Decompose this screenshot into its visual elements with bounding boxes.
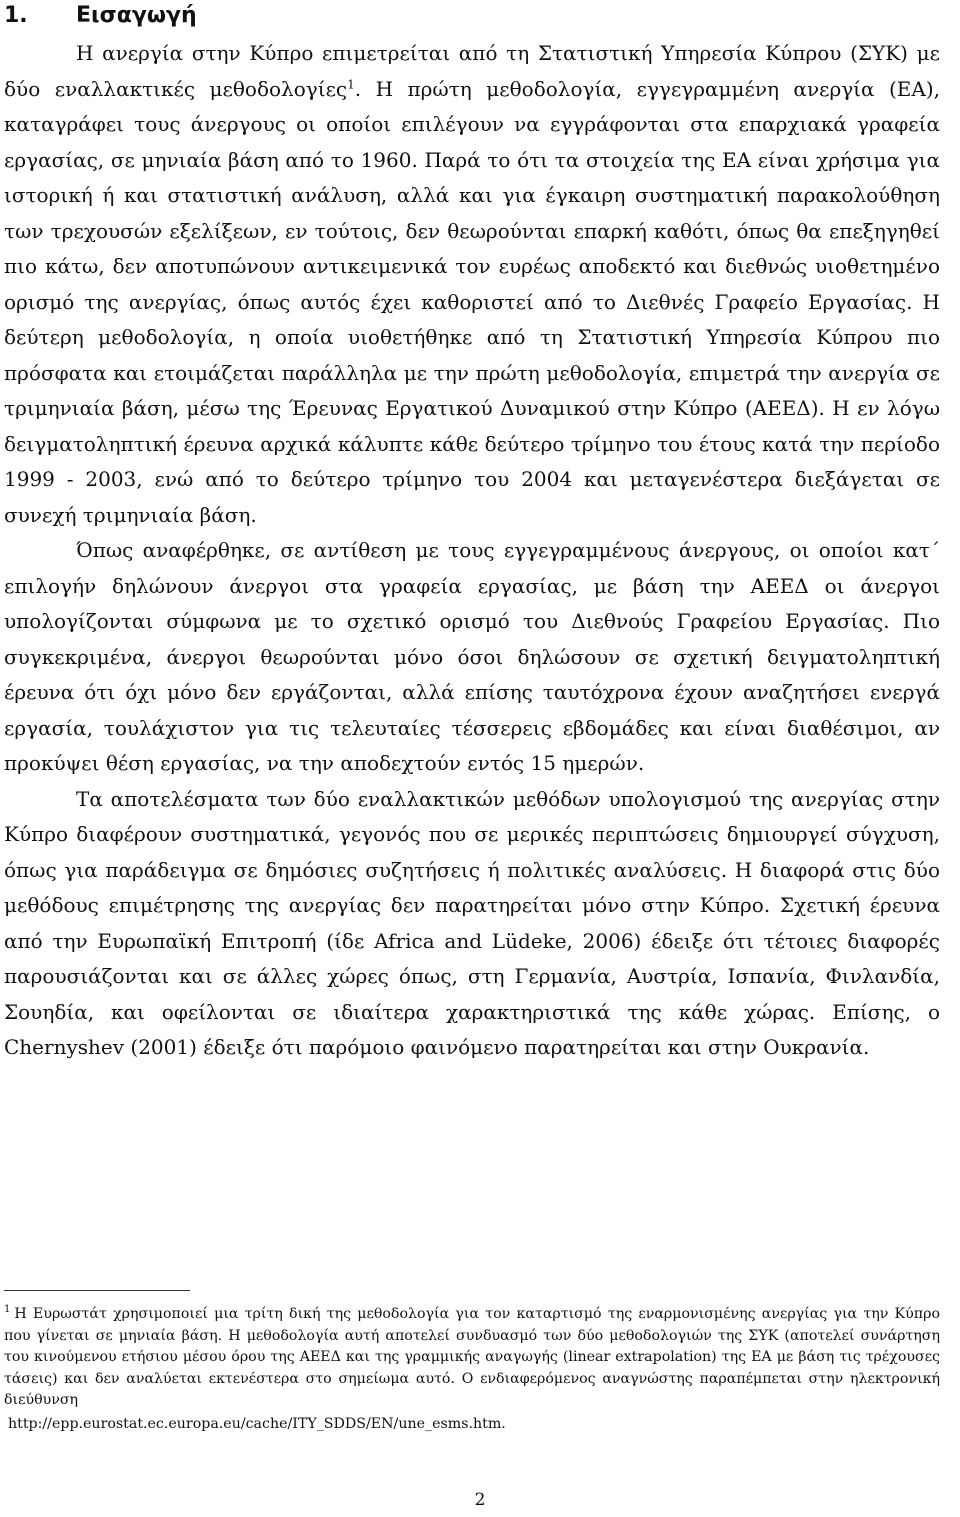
paragraph-1-text-rest: . Η πρώτη μεθοδολογία, εγγεγραμμένη ανεργία (ΕΑ), καταγράφει τους άνεργους οι οποίοι επιλέγουν να εγγράφονται στα επαρχιακά γραφεία εργασίας, σε μηνιαία βάση από το 1960. Παρά το ότι τα στοιχεία της ΕΑ είναι χρήσιμα για ιστορική ή και στατιστική ανάλυση, αλλά και για έγκαιρη συστηματική παρακολούθηση των τρεχουσών εξελίξεων, εν τούτοις, δεν θεωρούνται επαρκή καθότι, όπως θα επεξηγηθεί πιο κάτω, δεν αποτυπώνουν αντικειμενικά τον ευρέως αποδεκτό και διεθνώς υιοθετημένο ορισμό της ανεργίας, όπως αυτός έχει καθοριστεί από το Διεθνές Γραφείο Εργασίας. Η δεύτερη μεθοδολογία, η οποία υιοθετήθηκε από τη Στατιστική Υπηρεσία Κύπρου πιο πρόσφατα και ετοιμάζεται παράλληλα με την πρώτη μεθοδολογία, επιμετρά την ανεργία σε τριμηνιαία βάση, μέσω της Έρευνας Εργατικού Δυναμικού στην Κύπρο (ΑΕΕΔ). Η εν λόγω δειγματοληπτική έρευνα αρχικά κάλυπτε κάθε δεύτερο τρίμηνο του έτους κατά την περίοδο 1999 - 2003, ενώ από το δεύτερο τρίμηνο του 2004 και μεταγενέστερα διεξάγεται σε συνεχή τριμηνιαία βάση. <box>4 76 940 527</box>
footnote-url-link[interactable]: http://epp.eurostat.ec.europa.eu/cache/ITY_SDDS/EN/une_esms.htm. <box>8 1415 506 1432</box>
paragraph-1-text-start: Η ανεργία στην Κύπρο επιμετρείται από τη Στατιστική Υπηρεσία Κύπρου (ΣΥΚ) με δύο εναλλακτικές μεθοδολογίες <box>4 41 940 101</box>
page-number: 2 <box>474 1490 486 1510</box>
footnote-mark: 1 <box>4 1304 11 1316</box>
document-page <box>4 0 940 1066</box>
paragraph-2: Όπως αναφέρθηκε, σε αντίθεση με τους εγγεγραμμένους άνεργους, οι οποίοι κατ΄ επιλογήν δηλώνουν άνεργοι στα γραφεία εργασίας, με βάση την ΑΕΕΔ οι άνεργοι υπολογίζονται σύμφωνα με το σχετικό ορισμό του Διεθνούς Γραφείου Εργασίας. Πιο συγκεκριμένα, άνεργοι θεωρούνται μόνο όσοι δηλώσουν σε σχετική δειγματοληπτική έρευνα ότι όχι μόνο δεν εργάζονται, αλλά επίσης ταυτόχρονα έχουν αναζητήσει ενεργά εργασία, τουλάχιστον για τις τελευταίες τέσσερεις εβδομάδες και είναι διαθέσιμοι, αν προκύψει θέση εργασίας, να την αποδεχτούν εντός 15 ημερών. <box>4 538 940 775</box>
paragraph-3: Τα αποτελέσματα των δύο εναλλακτικών μεθόδων υπολογισμού της ανεργίας στην Κύπρο διαφέρουν συστηματικά, γεγονός που σε μερικές περιπτώσεις δημιουργεί σύγχυση, όπως για παράδειγμα σε δημόσιες συζητήσεις ή πολιτικές αναλύσεις. Η διαφορά στις δύο μεθόδους επιμέτρησης της ανεργίας δεν παρατηρείται μόνο στην Κύπρο. Σχετική έρευνα από την Ευρωπαϊκή Επιτροπή (ίδε Africa and Lüdeke, 2006) έδειξε ότι τέτοιες διαφορές παρουσιάζονται και σε άλλες χώρες όπως, στη Γερμανία, Αυστρία, Ισπανία, Φινλανδία, Σουηδία, και οφείλονται σε ιδιαίτερα χαρακτηριστικά της κάθε χώρας. Επίσης, ο Chernyshev (2001) έδειξε ότι παρόμοιο φαινόμενο παρατηρείται και στην Ουκρανία. <box>4 786 940 1059</box>
section-title: Εισαγωγή <box>76 3 197 28</box>
footnote-text: Η Ευρωστάτ χρησιμοποιεί μια τρίτη δική της μεθοδολογία για τον καταρτισμό της εναρμονισμένης ανεργίας για την Κύπρο που γίνεται σε μηνιαία βάση. Η μεθοδολογία αυτή αποτελεί συνδυασμό των δύο μεθοδολογιών της ΣΥΚ (αποτελεί συνάρτηση του κινούμενου ετήσιου μέσου όρου της ΑΕΕΔ και της γραμμικής αναγωγής (linear extrapolation) της ΕΑ με βάση τις τρέχουσες τάσεις) και δεν αναλύεται εκτενέστερα στο σημείωμα αυτό. Ο ενδιαφερόμενος αναγνώστης παραπέμπεται στην ηλεκτρονική διεύθυνση <box>4 1306 940 1408</box>
footnote-separator <box>4 1290 190 1291</box>
section-heading <box>4 0 940 36</box>
section-number: 1. <box>4 3 28 28</box>
footnote-1 <box>4 1304 940 1412</box>
footnotes <box>4 1304 940 1435</box>
paragraph-1 <box>4 36 940 533</box>
footnote-reference[interactable]: 1 <box>347 76 355 91</box>
